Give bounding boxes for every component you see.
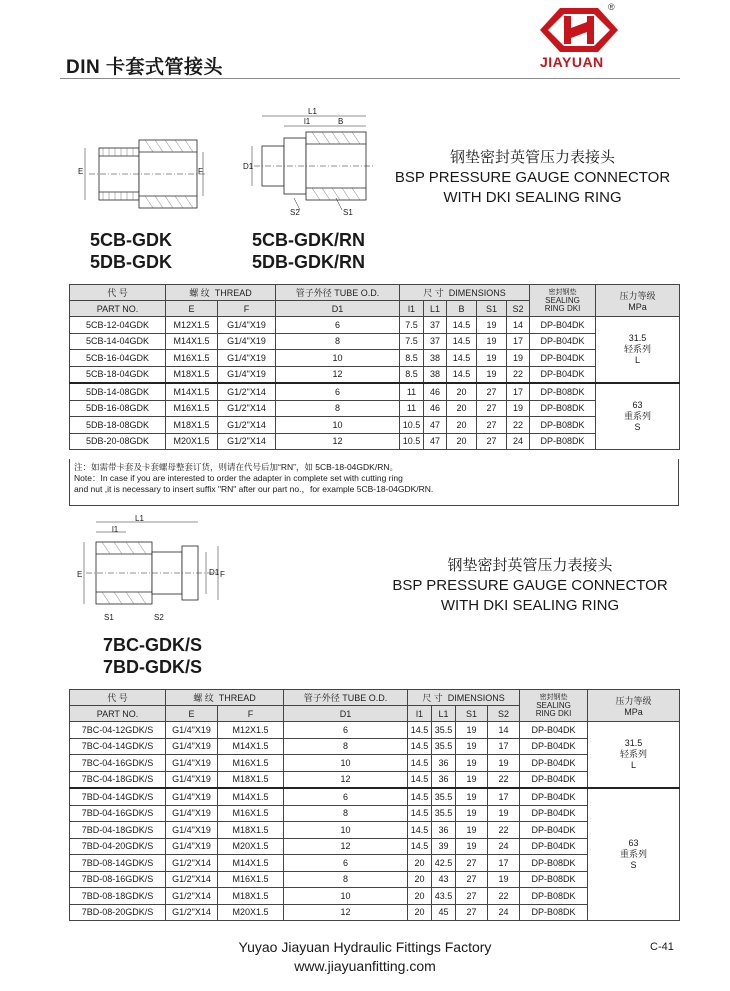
- table-cell: 24: [507, 433, 530, 450]
- header-sealing: 密封钢垫 SEALING RING DKI: [530, 285, 596, 317]
- table-cell: 42.5: [432, 855, 456, 872]
- model-label-5cb-gdk-rn: 5CB-GDK/RN: [252, 230, 366, 250]
- table-cell: 10: [276, 350, 400, 367]
- table-cell: 7BC-04-16GDK/S: [70, 755, 166, 772]
- pressure-value: 63: [628, 838, 639, 848]
- table-cell: 19: [477, 317, 507, 334]
- table-cell: 12: [276, 433, 400, 450]
- model-label-5db-gdk-rn: 5DB-GDK/RN: [252, 252, 366, 272]
- table-cell: 7BD-04-18GDK/S: [70, 822, 166, 839]
- table-cell: 22: [488, 822, 520, 839]
- dim-label-d1: D1: [243, 162, 254, 171]
- table-row: [70, 417, 680, 434]
- pressure-letter: L: [635, 355, 641, 365]
- table-cell: G1/4"X19: [166, 722, 218, 739]
- table-cell: 19: [507, 400, 530, 417]
- table-cell: 14.5: [408, 788, 432, 805]
- table-cell: G1/4"X19: [166, 805, 218, 822]
- table-cell: G1/4"X19: [218, 317, 276, 334]
- table-cell: 7.5: [400, 333, 424, 350]
- table-cell: 10: [284, 822, 408, 839]
- header-l1-small: l1: [400, 301, 424, 317]
- table-cell: 7BC-04-14GDK/S: [70, 738, 166, 755]
- table-cell: 22: [488, 771, 520, 788]
- table-cell: 14.5: [408, 755, 432, 772]
- table-cell: DP-B08DK: [530, 400, 596, 417]
- table-cell: 19: [477, 350, 507, 367]
- table-cell: 10: [284, 755, 408, 772]
- table-cell: M16X1.5: [218, 805, 284, 822]
- header-tube: 管子外径 TUBE O.D.: [276, 285, 400, 301]
- table-row: [70, 433, 680, 450]
- table-cell: 19: [456, 788, 488, 805]
- table-cell: DP-B08DK: [530, 417, 596, 434]
- table-cell: 8.5: [400, 366, 424, 383]
- table-cell: 27: [477, 433, 507, 450]
- table-cell: G1/2"X14: [166, 904, 218, 921]
- table-cell: 24: [488, 904, 520, 921]
- dim-label-b: B: [338, 117, 344, 126]
- pressure-light-series: [596, 317, 680, 384]
- table-cell: 38: [424, 350, 447, 367]
- dim-label-e: E: [78, 167, 84, 176]
- table-cell: 46: [424, 383, 447, 400]
- section2-title: [385, 556, 675, 616]
- table-cell: G1/4"X19: [166, 822, 218, 839]
- table-cell: 14.5: [408, 771, 432, 788]
- header-thread: 螺 纹 THREAD: [166, 690, 284, 706]
- dim-label-f: F: [198, 167, 203, 176]
- table-cell: G1/4"X19: [166, 738, 218, 755]
- table-row: [70, 722, 680, 739]
- table-cell: DP-B04DK: [530, 350, 596, 367]
- table-cell: 39: [432, 838, 456, 855]
- table-cell: DP-B04DK: [520, 738, 588, 755]
- spec-table-2: [69, 689, 680, 921]
- table-cell: G1/2"X14: [218, 433, 276, 450]
- dim-label-l1-2: l1: [112, 525, 119, 534]
- table-cell: 19: [477, 366, 507, 383]
- table-cell: DP-B08DK: [530, 433, 596, 450]
- table-cell: 17: [488, 855, 520, 872]
- table-cell: 27: [477, 400, 507, 417]
- table-cell: 19: [456, 822, 488, 839]
- table-cell: 20: [408, 871, 432, 888]
- table-cell: 8: [276, 333, 400, 350]
- table-row: [70, 317, 680, 334]
- pressure-cn: 轻系列: [624, 344, 652, 354]
- model-label-7bc-gdk-s: 7BC-GDK/S: [103, 635, 203, 655]
- table-cell: G1/4"X19: [166, 771, 218, 788]
- table-cell: DP-B08DK: [530, 383, 596, 400]
- table-cell: 8: [284, 805, 408, 822]
- header-code: 代 号: [70, 690, 166, 706]
- table-cell: 14.5: [447, 333, 477, 350]
- header-f: F: [218, 706, 284, 722]
- table-cell: 27: [477, 383, 507, 400]
- table-cell: DP-B04DK: [520, 838, 588, 855]
- table-cell: DP-B08DK: [520, 871, 588, 888]
- header-dimensions: 尺 寸 DIMENSIONS: [408, 690, 520, 706]
- table-row: [70, 400, 680, 417]
- table-cell: 6: [284, 855, 408, 872]
- order-note-en-2: and nut ,it is necessary to insert suffix "RN" after our part no.，for example 5CB-18-04GDK/RN.: [74, 484, 434, 494]
- table-cell: 17: [507, 333, 530, 350]
- table-cell: 10.5: [400, 433, 424, 450]
- table-cell: M14X1.5: [218, 788, 284, 805]
- table-cell: DP-B04DK: [520, 822, 588, 839]
- pressure-value: 31.5: [628, 333, 647, 343]
- table-cell: 10: [276, 417, 400, 434]
- table-cell: M16X1.5: [218, 871, 284, 888]
- table-cell: 20: [447, 383, 477, 400]
- table-cell: 17: [488, 738, 520, 755]
- dim-label-l1-upper: L1: [308, 107, 317, 116]
- table-cell: 5DB-14-08GDK: [70, 383, 166, 400]
- dim-label-s1: S1: [343, 208, 353, 217]
- table-cell: G1/2"X14: [166, 888, 218, 905]
- dim-label-s2-2: S2: [154, 613, 164, 622]
- table-cell: M14X1.5: [218, 738, 284, 755]
- header-sealing: 密封钢垫 SEALING RING DKI: [520, 690, 588, 722]
- table-cell: DP-B04DK: [530, 317, 596, 334]
- table-cell: G1/4"X19: [218, 333, 276, 350]
- table-cell: 37: [424, 317, 447, 334]
- table-cell: M16X1.5: [166, 350, 218, 367]
- table-cell: 24: [488, 838, 520, 855]
- table-cell: G1/4"X19: [218, 366, 276, 383]
- table-cell: 6: [284, 788, 408, 805]
- table-cell: 27: [456, 855, 488, 872]
- table-cell: 20: [447, 433, 477, 450]
- header-pressure: 压力等级 MPa: [588, 690, 680, 722]
- table-cell: G1/2"X14: [218, 417, 276, 434]
- table-cell: 20: [408, 855, 432, 872]
- header-part-no: PART NO.: [70, 706, 166, 722]
- table-cell: 17: [507, 383, 530, 400]
- table-cell: G1/2"X14: [166, 855, 218, 872]
- header-d1: D1: [276, 301, 400, 317]
- table-cell: 20: [447, 417, 477, 434]
- table-cell: 20: [408, 888, 432, 905]
- table-cell: 5CB-12-04GDK: [70, 317, 166, 334]
- pressure-cn: 重系列: [624, 411, 652, 421]
- pressure-heavy-series: [588, 788, 680, 921]
- order-note: [69, 459, 679, 506]
- section1-cn-title: 钢垫密封英管压力表接头: [449, 149, 615, 166]
- table-cell: DP-B04DK: [520, 755, 588, 772]
- table-cell: 17: [488, 788, 520, 805]
- table-cell: 14.5: [408, 738, 432, 755]
- table-cell: DP-B04DK: [520, 722, 588, 739]
- table-cell: 8: [284, 738, 408, 755]
- header-code: 代 号: [70, 285, 166, 301]
- table-cell: 11: [400, 383, 424, 400]
- table-row: [70, 383, 680, 400]
- table-cell: 7BD-04-16GDK/S: [70, 805, 166, 822]
- table-cell: 22: [507, 366, 530, 383]
- model-label-5cb-gdk: 5CB-GDK: [90, 230, 173, 250]
- table-cell: 19: [477, 333, 507, 350]
- header-divider: [60, 78, 680, 79]
- table-cell: 14.5: [408, 722, 432, 739]
- table-cell: 20: [447, 400, 477, 417]
- table-cell: 19: [488, 871, 520, 888]
- table-cell: 27: [456, 904, 488, 921]
- dim-label-d1-2: D1: [209, 568, 220, 577]
- dim-label-f-2: F: [220, 570, 225, 579]
- table-cell: M20X1.5: [166, 433, 218, 450]
- footer-website: www.jiayuanfitting.com: [294, 958, 436, 974]
- table-cell: 43.5: [432, 888, 456, 905]
- table-cell: DP-B08DK: [520, 855, 588, 872]
- header-thread: 螺 纹 THREAD: [166, 285, 276, 301]
- pressure-letter: L: [631, 760, 637, 770]
- table-cell: 35.5: [432, 738, 456, 755]
- table-cell: G1/2"X14: [166, 871, 218, 888]
- table-cell: G1/4"X19: [166, 838, 218, 855]
- table-cell: 22: [488, 888, 520, 905]
- table-cell: 10: [284, 888, 408, 905]
- table-row: [70, 333, 680, 350]
- table-cell: 19: [456, 838, 488, 855]
- table-cell: M14X1.5: [166, 383, 218, 400]
- table-cell: 37: [424, 333, 447, 350]
- table-cell: M16X1.5: [166, 400, 218, 417]
- table-cell: 14: [488, 722, 520, 739]
- table-cell: 14.5: [408, 805, 432, 822]
- brand-name: JIAYUAN: [540, 54, 604, 70]
- header-e: E: [166, 301, 218, 317]
- header-s2: S2: [488, 706, 520, 722]
- table-cell: 19: [456, 755, 488, 772]
- spec-table-1: [69, 284, 680, 450]
- table-cell: 5DB-16-08GDK: [70, 400, 166, 417]
- table-cell: G1/4"X19: [166, 788, 218, 805]
- table-cell: 35.5: [432, 805, 456, 822]
- table-cell: M16X1.5: [218, 755, 284, 772]
- pressure-value: 31.5: [624, 738, 643, 748]
- header-l1: L1: [432, 706, 456, 722]
- table-cell: G1/2"X14: [218, 383, 276, 400]
- pressure-letter: S: [630, 860, 637, 870]
- table-cell: DP-B04DK: [520, 788, 588, 805]
- header-f: F: [218, 301, 276, 317]
- page-title: DIN 卡套式管接头: [66, 57, 224, 78]
- table-cell: 7BD-08-18GDK/S: [70, 888, 166, 905]
- table-cell: 14.5: [447, 317, 477, 334]
- table-cell: 8: [284, 871, 408, 888]
- table-cell: M20X1.5: [218, 904, 284, 921]
- table-cell: DP-B04DK: [530, 333, 596, 350]
- pressure-value: 63: [632, 400, 643, 410]
- table-cell: 43: [432, 871, 456, 888]
- model-label-5db-gdk: 5DB-GDK: [90, 252, 173, 272]
- table-cell: 7BD-08-16GDK/S: [70, 871, 166, 888]
- table-cell: 27: [477, 417, 507, 434]
- table-cell: 7BD-04-20GDK/S: [70, 838, 166, 855]
- table-cell: 5CB-14-04GDK: [70, 333, 166, 350]
- table-cell: 7BD-04-14GDK/S: [70, 788, 166, 805]
- table-cell: M14X1.5: [218, 855, 284, 872]
- header-l1: L1: [424, 301, 447, 317]
- table-cell: 35.5: [432, 722, 456, 739]
- table-cell: 12: [284, 904, 408, 921]
- header-tube: 管子外径 TUBE O.D.: [284, 690, 408, 706]
- table-cell: 45: [432, 904, 456, 921]
- dim-label-l1: l1: [304, 117, 311, 126]
- table-cell: 47: [424, 433, 447, 450]
- table-cell: M12X1.5: [166, 317, 218, 334]
- table-row: [70, 366, 680, 383]
- table-cell: 20: [408, 904, 432, 921]
- section2-en-title-2: WITH DKI SEALING RING: [440, 597, 620, 614]
- table-cell: 38: [424, 366, 447, 383]
- table-cell: G1/4"X19: [166, 755, 218, 772]
- table-cell: 7BD-08-14GDK/S: [70, 855, 166, 872]
- table-cell: 5CB-16-04GDK: [70, 350, 166, 367]
- model-label-7bd-gdk-s: 7BD-GDK/S: [103, 657, 203, 677]
- table-cell: 14: [507, 317, 530, 334]
- registered-mark: ®: [608, 2, 615, 12]
- table-cell: 46: [424, 400, 447, 417]
- dim-label-s2: S2: [290, 208, 300, 217]
- table-cell: DP-B04DK: [530, 366, 596, 383]
- table-cell: 36: [432, 771, 456, 788]
- table-cell: 8.5: [400, 350, 424, 367]
- table-cell: M14X1.5: [166, 333, 218, 350]
- table-cell: 12: [284, 771, 408, 788]
- section1-en-title-1: BSP PRESSURE GAUGE CONNECTOR: [394, 169, 671, 186]
- pressure-cn: 轻系列: [620, 749, 648, 759]
- table-cell: 8: [276, 400, 400, 417]
- table-row: [70, 350, 680, 367]
- header-d1: D1: [284, 706, 408, 722]
- table-cell: 10.5: [400, 417, 424, 434]
- dim-label-s1-2: S1: [104, 613, 114, 622]
- table-cell: 22: [507, 417, 530, 434]
- pressure-letter: S: [634, 422, 641, 432]
- table-cell: DP-B08DK: [520, 904, 588, 921]
- order-note-cn: 注：如需带卡套及卡套螺母整套订货，则请在代号后加“RN”，如 5CB-18-04GDK/RN。: [74, 462, 398, 472]
- table-cell: 27: [456, 888, 488, 905]
- header-s1: S1: [456, 706, 488, 722]
- table-cell: M20X1.5: [218, 838, 284, 855]
- table-cell: 6: [276, 383, 400, 400]
- table-cell: 5DB-18-08GDK: [70, 417, 166, 434]
- dim-label-l1-upper-2: L1: [135, 514, 144, 523]
- table-cell: 14.5: [408, 838, 432, 855]
- table-cell: M18X1.5: [166, 366, 218, 383]
- dim-label-e-2: E: [77, 570, 83, 579]
- table-cell: 12: [276, 366, 400, 383]
- table-cell: 12: [284, 838, 408, 855]
- table-cell: M18X1.5: [218, 771, 284, 788]
- pressure-light-series: [588, 722, 680, 789]
- header-l1-small: l1: [408, 706, 432, 722]
- table-cell: 6: [276, 317, 400, 334]
- table-cell: 5CB-18-04GDK: [70, 366, 166, 383]
- footer-company: Yuyao Jiayuan Hydraulic Fittings Factory: [238, 939, 492, 955]
- table-cell: 19: [488, 755, 520, 772]
- table-cell: M18X1.5: [166, 417, 218, 434]
- header-s2: S2: [507, 301, 530, 317]
- table-cell: 11: [400, 400, 424, 417]
- table-cell: M18X1.5: [218, 888, 284, 905]
- table-cell: 19: [456, 805, 488, 822]
- table-cell: G1/4"X19: [218, 350, 276, 367]
- table-cell: 19: [507, 350, 530, 367]
- table-cell: 27: [456, 871, 488, 888]
- page-number: C-41: [650, 941, 674, 953]
- table-cell: 19: [456, 738, 488, 755]
- section2-cn-title: 钢垫密封英管压力表接头: [447, 557, 613, 574]
- header-dimensions: 尺 寸 DIMENSIONS: [400, 285, 530, 301]
- table-cell: 19: [456, 771, 488, 788]
- header-pressure: 压力等级 MPa: [596, 285, 680, 317]
- table-cell: 7BC-04-12GDK/S: [70, 722, 166, 739]
- table-cell: 19: [488, 805, 520, 822]
- header-e: E: [166, 706, 218, 722]
- table-cell: 14.5: [447, 366, 477, 383]
- section1-en-title-2: WITH DKI SEALING RING: [443, 189, 622, 206]
- table-cell: 14.5: [408, 822, 432, 839]
- table-cell: 7BD-08-20GDK/S: [70, 904, 166, 921]
- table-cell: 5DB-20-08GDK: [70, 433, 166, 450]
- table-row: [70, 788, 680, 805]
- table-cell: 36: [432, 822, 456, 839]
- table-cell: 7.5: [400, 317, 424, 334]
- pressure-heavy-series: [596, 383, 680, 450]
- header-s1: S1: [477, 301, 507, 317]
- header-part-no: PART NO.: [70, 301, 166, 317]
- table-cell: DP-B04DK: [520, 771, 588, 788]
- order-note-en-1: Note：In case if you are interested to order the adapter in complete set with cutting ring: [74, 473, 403, 483]
- connector-drawing-icon: [75, 132, 210, 217]
- section2-en-title-1: BSP PRESSURE GAUGE CONNECTOR: [392, 577, 668, 594]
- table-cell: 36: [432, 755, 456, 772]
- table-cell: 6: [284, 722, 408, 739]
- table-cell: M12X1.5: [218, 722, 284, 739]
- table-cell: DP-B08DK: [520, 888, 588, 905]
- table-cell: DP-B04DK: [520, 805, 588, 822]
- section1-title: [390, 148, 675, 208]
- table-cell: 47: [424, 417, 447, 434]
- connector-s-drawing-icon: [76, 512, 226, 627]
- header-b: B: [447, 301, 477, 317]
- table-cell: 7BC-04-18GDK/S: [70, 771, 166, 788]
- pressure-cn: 重系列: [620, 849, 648, 859]
- table-cell: 35.5: [432, 788, 456, 805]
- table-cell: 19: [456, 722, 488, 739]
- table-cell: G1/2"X14: [218, 400, 276, 417]
- table-cell: 14.5: [447, 350, 477, 367]
- table-cell: M18X1.5: [218, 822, 284, 839]
